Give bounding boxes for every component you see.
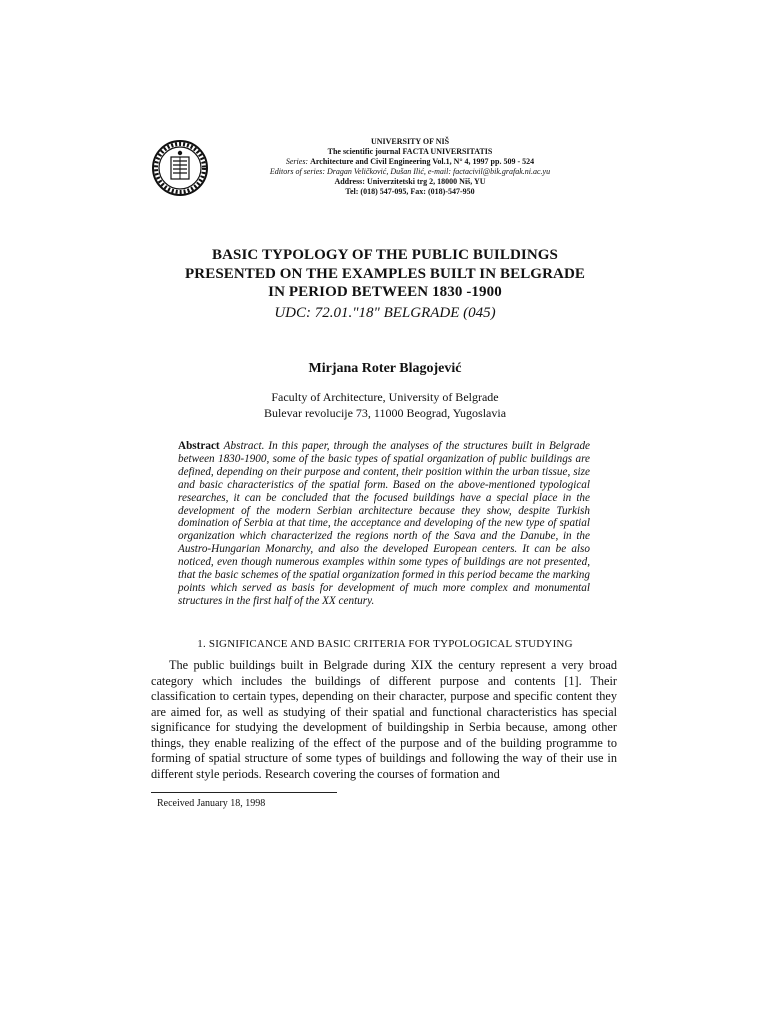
section-heading: 1. SIGNIFICANCE AND BASIC CRITERIA FOR TYPOLOGICAL STUDYING [197,638,573,650]
tel-line: Tel: (018) 547-095, Fax: (018)-547-950 [345,187,475,196]
university-seal-icon [152,140,208,196]
title-line-2: PRESENTED ON THE EXAMPLES BUILT IN BELGRADE [185,265,585,282]
abstract-text: Abstract. In this paper, through the analyses of the structures built in Belgrade between 1830-1900, some of the basic types of spatial organization of public buildings are defined, depending on their purpose and content, their position within the urban tissue, size and basic characteristics of the spatial form. Based on the above-mentioned typological researches, it can be concluded that the focused buildings have a special place in the development of the modern Serbian architecture because they show, despite Turkish domination of Serbia at that time, the acceptance and developing of the new type of spatial organization which characterized the regions north of the Sava and the Danube, in the Austro-Hungarian Monarchy, and also the developed European centers. It can be also noticed, even though numerous examples within some types of buildings are not presented, that the basic schemes of the spatial organization formed in this period became the marking points which served as basis for development of much more complex and monumental structures in the first half of the XX century. [178,440,591,607]
editors-line: Editors of series: Dragan Veličković, Dušan Ilić, e-mail: factacivil@bik.grafak.ni.ac.yu [269,167,551,176]
paper-title [140,246,630,302]
affiliation-line-2: Bulevar revolucije 73, 11000 Beograd, Yugoslavia [263,406,507,420]
abstract-label: Abstract [178,440,220,452]
footnote: Received January 18, 1998 [157,798,266,809]
address-line: Address: Univerzitetski trg 2, 18000 Niš, YU [334,177,486,186]
university-name: UNIVERSITY OF NIŠ [370,137,450,146]
author-name: Mirjana Roter Blagojević [308,361,462,376]
journal-header [230,137,590,197]
series-value: Architecture and Civil Engineering Vol.1, N° 4, 1997 pp. 509 - 524 [310,157,535,166]
abstract [178,440,590,608]
footnote-divider [151,792,337,793]
affiliation [140,389,630,421]
body-paragraph: The public buildings built in Belgrade during XIX the century represent a very broad category which includes the buildings of different purpose and contents [1]. Their classification to certain types, depending on their character, purpose and specific content they are aimed for, as well as studying of their spatial and functional characteristics has special significance for studying the development of buildingship in Serbia because, among other things, they enable realizing of the effect of the purpose and of the building programme to forming of spatial structure of some types of buildings and following the way of their use in different style periods. Research covering the courses of formation and [151,658,617,781]
journal-name: The scientific journal FACTA UNIVERSITATIS [327,147,493,156]
title-line-3: IN PERIOD BETWEEN 1830 -1900 [268,284,502,300]
title-line-1: BASIC TYPOLOGY OF THE PUBLIC BUILDINGS [212,247,558,263]
affiliation-line-1: Faculty of Architecture, University of Belgrade [271,390,499,404]
series-label: Series: [285,157,309,166]
series-line [230,157,590,167]
udc-code: UDC: 72.01."18" BELGRADE (045) [274,305,496,321]
